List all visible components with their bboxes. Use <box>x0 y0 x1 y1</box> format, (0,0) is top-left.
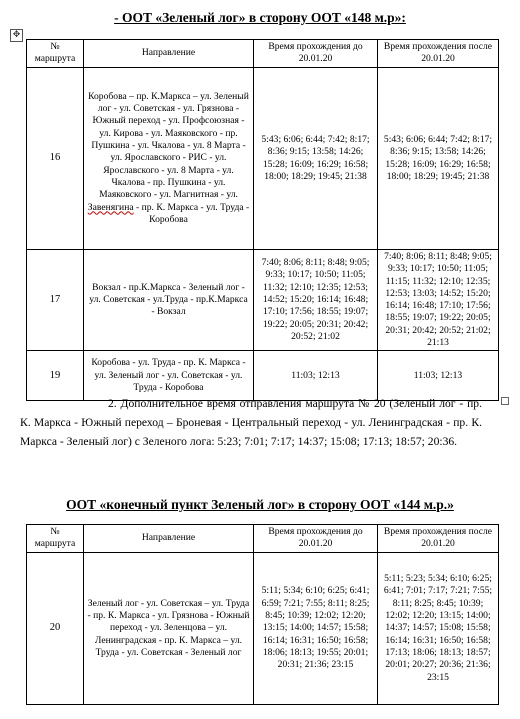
route-direction-text-end: - пр. К. Маркса - ул. Труда - Коробова <box>133 201 250 225</box>
table-resize-handle-icon[interactable] <box>501 397 509 405</box>
header-route-number: № маршрута <box>27 525 84 553</box>
route-number: 17 <box>27 250 84 351</box>
header-time-after: Время прохождения после 20.01.20 <box>378 525 499 553</box>
times-before: 11:03; 12:13 <box>254 351 378 401</box>
header-time-before: Время прохождения до 20.01.20 <box>254 40 378 68</box>
table-header-row <box>27 525 499 553</box>
table-move-handle-icon[interactable]: ✥ <box>10 29 23 42</box>
spellcheck-word: Завенягина <box>87 201 134 213</box>
schedule-table-2 <box>26 524 499 705</box>
route-direction: Зеленый лог - ул. Советская – ул. Труда - пр. К. Маркса - ул. Грязнова - Южный переход - ул. Зеленцова – ул. Ленинградская - пр. К. Маркса – ул. Труда - ул. Советская - Зеленый лог <box>84 553 254 705</box>
header-direction: Направление <box>84 525 254 553</box>
times-before: 5:11; 5:34; 6:10; 6:25; 6:41; 6:59; 7:21; 7:55; 8:11; 8:25; 8:45; 10:39; 12:02; 12:20; 13:15; 14:00; 14:57; 15:58; 16:14; 16:31; 16:50; 16:58; 18:06; 18:13; 19:55; 20:01; 20:31; 21:36; 23:15 <box>254 553 378 705</box>
table-header-row <box>27 40 499 68</box>
times-before: 7:40; 8:06; 8:11; 8:48; 9:05; 9:33; 10:17; 10:50; 11:05; 11:32; 12:10; 12:35; 12:53; 14:52; 15:20; 16:14; 16:48; 17:10; 17:56; 18:55; 19:07; 19:22; 20:05; 20:31; 20:42; 20:52; 21:02 <box>254 250 378 351</box>
route-number: 20 <box>27 553 84 705</box>
section1-title: - ООТ «Зеленый лог» в сторону ООТ «148 м.р»: <box>114 10 406 25</box>
times-after: 11:03; 12:13 <box>378 351 499 401</box>
route-number: 16 <box>27 68 84 250</box>
times-after: 5:11; 5:23; 5:34; 6:10; 6:25; 6:41; 7:01; 7:17; 7:21; 7:55; 8:11; 8:25; 8:45; 10:39; 12:02; 12:20; 13:15; 14:00; 14:37; 14:57; 15:08; 15:58; 16:14; 16:31; 16:50; 16:58; 17:13; 18:06; 18:13; 18:57; 20:01; 20:27; 20:36; 21:36; 23:15 <box>378 553 499 705</box>
table-row <box>27 553 499 705</box>
header-direction: Направление <box>84 40 254 68</box>
route-direction: Коробова - ул. Труда - пр. К. Маркса - ул. Зеленый лог - ул. Советская - ул. Труда - Коробова <box>84 351 254 401</box>
header-time-after: Время прохождения после 20.01.20 <box>378 40 499 68</box>
additional-departures-paragraph: 2. Дополнительное время отправления маршрута № 20 (Зеленый лог - пр. К. Маркса - Южный переход – Броневая - Центральный переход - ул. Ленинградская - пр. К. Маркса - Зеленый лог) с Зеленого лога: 5:23; 7:01; 7:17; 14:37; 15:08; 17:13; 18:57; 20:36. <box>20 397 482 448</box>
section2-title: ООТ «конечный пункт Зеленый лог» в сторону ООТ «144 м.р.» <box>66 497 454 512</box>
table-row <box>27 250 499 351</box>
route-direction <box>84 68 254 250</box>
times-before: 5:43; 6:06; 6:44; 7:42; 8:17; 8:36; 9:15; 13:58; 14:26; 15:28; 16:09; 16:29; 16:58; 18:00; 18:29; 19:45; 21:38 <box>254 68 378 250</box>
times-after: 7:40; 8:06; 8:11; 8:48; 9:05; 9:33; 10:17; 10:50; 11:05; 11:15; 11:32; 12:10; 12:35; 12:53; 13:03; 14:52; 15:20; 16:14; 16:48; 17:10; 17:56; 18:55; 19:07; 19:22; 20:05; 20:31; 20:42; 20:52; 21:02; 21:13 <box>378 250 499 351</box>
header-time-before: Время прохождения до 20.01.20 <box>254 525 378 553</box>
header-route-number: № маршрута <box>27 40 84 68</box>
route-number: 19 <box>27 351 84 401</box>
schedule-table-1 <box>26 39 499 401</box>
table-row <box>27 68 499 250</box>
route-direction-text: Коробова – пр. К.Маркса – ул. Зеленый лог - ул. Советская - ул. Грязнова - Южный переход - ул. Профсоюзная - ул. Кирова - ул. Маяковского - пр. Пушкина - ул. Чкалова - ул. 8 Марта - ул. Ярославского - РИС - ул. Ярославского - ул. 8 Марта - ул. Чкалова - пр. Пушкина - ул. Маяковского - ул. Магнитная - ул. <box>88 90 249 201</box>
times-after: 5:43; 6:06; 6:44; 7:42; 8:17; 8:36; 9:15; 13:58; 14:26; 15:28; 16:09; 16:29; 16:58; 18:00; 18:29; 19:45; 21:38 <box>378 68 499 250</box>
route-direction: Вокзал - пр.К.Маркса - Зеленый лог - ул. Советская - ул.Труда - пр.К.Маркса - Вокзал <box>84 250 254 351</box>
